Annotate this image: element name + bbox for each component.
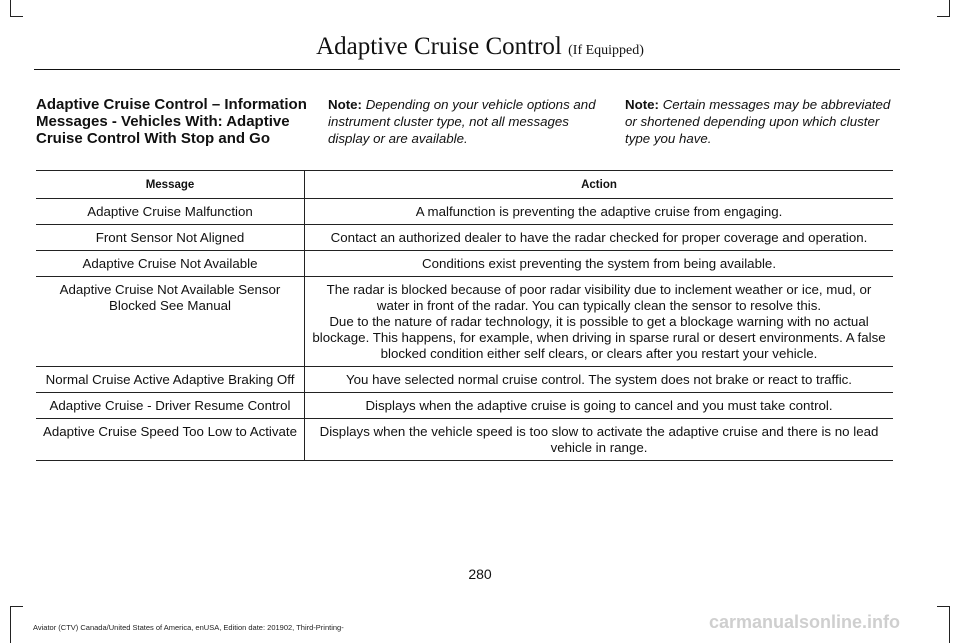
information-messages-table bbox=[36, 170, 893, 461]
table-row bbox=[36, 251, 893, 277]
section-heading: Adaptive Cruise Control – Information Messages - Vehicles With: Adaptive Cruise Control With Stop and Go bbox=[36, 96, 307, 147]
header-divider bbox=[34, 69, 900, 70]
action-text: Due to the nature of radar technology, it is possible to get a blockage warning with no actual blockage. This happens, for example, when driving in sparse rural or desert environments. A false blocked condition either self clears, or clears after you restart your vehicle. bbox=[312, 314, 886, 361]
action-text: You have selected normal cruise control. The system does not brake or react to traffic. bbox=[345, 372, 853, 387]
message-cell: Adaptive Cruise Malfunction bbox=[36, 199, 305, 225]
table-row bbox=[36, 393, 893, 419]
crop-mark-bottom-left bbox=[10, 606, 23, 643]
message-cell: Adaptive Cruise Not Available Sensor Blocked See Manual bbox=[36, 277, 305, 367]
table-row bbox=[36, 199, 893, 225]
note-abbreviated bbox=[625, 96, 900, 147]
note-options bbox=[328, 96, 604, 147]
note-label: Note: bbox=[625, 97, 659, 112]
crop-mark-top-right bbox=[937, 0, 950, 17]
note-label: Note: bbox=[328, 97, 362, 112]
message-cell: Adaptive Cruise - Driver Resume Control bbox=[36, 393, 305, 419]
note-text: Certain messages may be abbreviated or shortened depending upon which cluster type you have. bbox=[625, 97, 891, 146]
page-header bbox=[0, 33, 960, 61]
action-cell bbox=[305, 225, 894, 251]
action-cell bbox=[305, 419, 894, 461]
page-title-qualifier: (If Equipped) bbox=[568, 43, 644, 58]
watermark-logo: carmanualsonline.info bbox=[708, 612, 900, 632]
note-text: Depending on your vehicle options and instrument cluster type, not all messages display or are available. bbox=[328, 97, 596, 146]
action-cell bbox=[305, 367, 894, 393]
column-header-message: Message bbox=[36, 171, 305, 199]
message-cell: Normal Cruise Active Adaptive Braking Off bbox=[36, 367, 305, 393]
table-row bbox=[36, 419, 893, 461]
message-cell: Adaptive Cruise Not Available bbox=[36, 251, 305, 277]
message-cell: Adaptive Cruise Speed Too Low to Activate bbox=[36, 419, 305, 461]
table-row bbox=[36, 277, 893, 367]
table-row bbox=[36, 225, 893, 251]
action-text: Displays when the vehicle speed is too slow to activate the adaptive cruise and there is no lead vehicle in range. bbox=[319, 424, 879, 455]
page-number: 280 bbox=[468, 566, 492, 582]
column-header-action: Action bbox=[305, 171, 894, 199]
action-text: The radar is blocked because of poor radar visibility due to inclement weather or ice, mud, or water in front of the radar. You can typically clean the sensor to resolve this. bbox=[326, 282, 872, 313]
crop-mark-top-left bbox=[10, 0, 23, 17]
action-cell bbox=[305, 277, 894, 367]
table-row bbox=[36, 367, 893, 393]
action-text: A malfunction is preventing the adaptive cruise from engaging. bbox=[415, 204, 783, 219]
action-cell bbox=[305, 199, 894, 225]
crop-mark-bottom-right bbox=[937, 606, 950, 643]
page-title: Adaptive Cruise Control bbox=[316, 33, 562, 60]
message-cell: Front Sensor Not Aligned bbox=[36, 225, 305, 251]
action-cell bbox=[305, 393, 894, 419]
action-cell bbox=[305, 251, 894, 277]
action-text: Displays when the adaptive cruise is going to cancel and you must take control. bbox=[365, 398, 833, 413]
table-header-row bbox=[36, 171, 893, 199]
action-text: Conditions exist preventing the system from being available. bbox=[421, 256, 777, 271]
edition-footer: Aviator (CTV) Canada/United States of America, enUSA, Edition date: 201902, Third-Printing- bbox=[33, 623, 344, 632]
action-text: Contact an authorized dealer to have the radar checked for proper coverage and operation. bbox=[330, 230, 868, 245]
